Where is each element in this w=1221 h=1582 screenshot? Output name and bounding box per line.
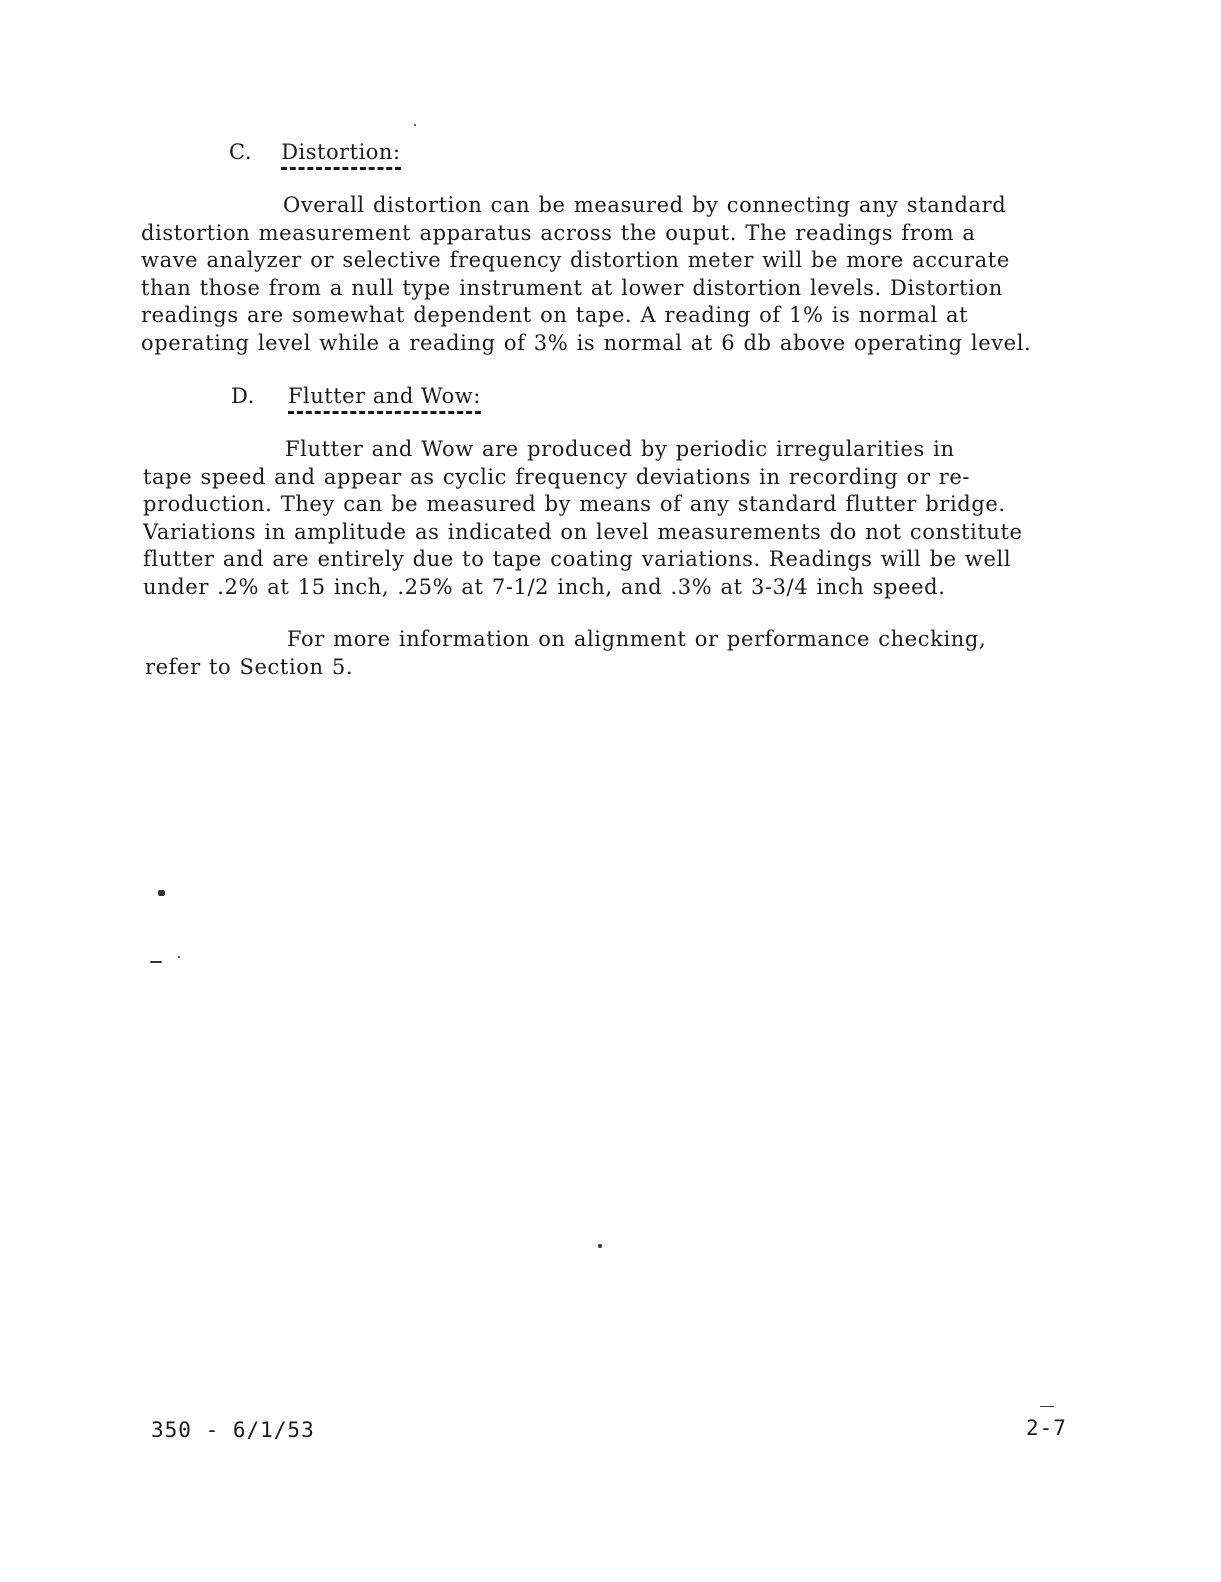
scan-speck [178,956,180,958]
section-c-heading [229,140,401,170]
paragraph-line: refer to Section 5. [145,654,354,679]
section-d-heading [231,384,481,414]
footer-page-number: 2-7 [1026,1416,1067,1440]
paragraph-line: flutter and are entirely due to tape coating variations. Readings will be well [143,547,1012,571]
scan-speck [158,890,165,896]
paragraph-line: than those from a null type instrument at lower distortion levels. Distortion [141,275,1003,300]
paragraph-line: Flutter and Wow are produced by periodic irregularities in [285,437,955,461]
paragraph-line: distortion measurement apparatus across the ouput. The readings from a [141,220,976,245]
scan-speck [414,124,416,126]
paragraph-line: For more information on alignment or performance checking, [287,627,987,651]
section-c-paragraph [141,192,1071,357]
paragraph-line: readings are somewhat dependent on tape. A reading of 1% is normal at [141,303,969,327]
paragraph-line: operating level while a reading of 3% is normal at 6 db above operating level. [141,330,1032,355]
paragraph-line: Variations in amplitude as indicated on level measurements do not constitute [143,519,1023,544]
section-d-letter: D. [231,384,255,408]
section-d-title: Flutter and Wow: [288,384,481,414]
scan-speck [1040,1406,1054,1407]
closing-paragraph [145,626,1075,681]
paragraph-line: under .2% at 15 inch, .25% at 7-1/2 inch, and .3% at 3-3/4 inch speed. [143,574,946,599]
scan-speck [150,961,162,963]
scan-speck [598,1244,602,1248]
paragraph-line: Overall distortion can be measured by connecting any standard [283,193,1007,217]
section-c-letter: C. [229,140,252,164]
paragraph-line: tape speed and appear as cyclic frequency deviations in recording or re- [143,464,971,489]
footer-date-code: 350 - 6/1/53 [151,1418,315,1442]
section-c-title: Distortion: [281,140,400,170]
paragraph-line: wave analyzer or selective frequency distortion meter will be more accurate [141,248,1010,272]
section-d-paragraph [143,436,1073,601]
paragraph-line: production. They can be measured by means of any standard flutter bridge. [143,492,1006,516]
